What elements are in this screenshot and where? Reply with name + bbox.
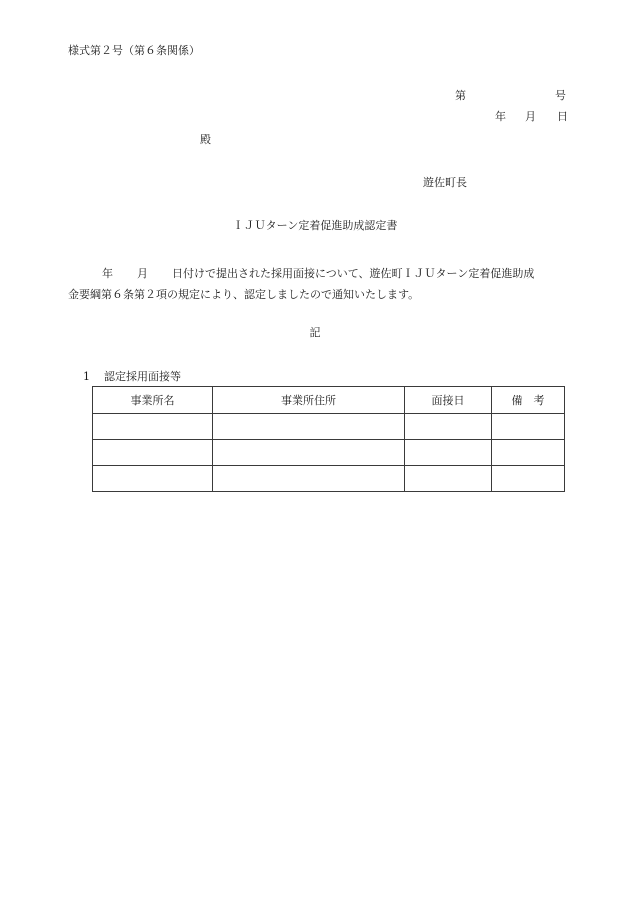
ki-heading: 記 (309, 326, 321, 339)
addressee-honorific: 殿 (200, 133, 211, 146)
table-row (93, 440, 565, 466)
interview-table (92, 386, 565, 492)
table-header-row (93, 387, 565, 414)
body-month: 月 (137, 267, 148, 280)
cell-office-address (213, 466, 405, 492)
date-month-label: 月 (525, 110, 536, 123)
table-row (93, 414, 565, 440)
cell-office-name (93, 440, 213, 466)
body-line-1-rest: 日付けで提出された採用面接について、遊佐町ＩＪＵターン定着促進助成 (172, 267, 535, 280)
cell-interview-date (405, 466, 492, 492)
cell-office-address (213, 440, 405, 466)
document-number-suffix: 号 (555, 89, 566, 102)
cell-office-address (213, 414, 405, 440)
cell-interview-date (405, 440, 492, 466)
cell-remarks (492, 466, 565, 492)
header-office-name: 事業所名 (93, 387, 213, 414)
body-paragraph (68, 263, 578, 305)
section-number: 1 (83, 370, 90, 383)
issuer-name: 遊佐町長 (423, 176, 467, 189)
header-office-address: 事業所住所 (213, 387, 405, 414)
document-title: ＩＪＵターン定着促進助成認定書 (232, 219, 398, 232)
date-day-label: 日 (557, 110, 568, 123)
body-line-1 (68, 263, 578, 284)
date-year-label: 年 (495, 110, 506, 123)
section-title: 認定採用面接等 (104, 370, 181, 383)
header-interview-date: 面接日 (405, 387, 492, 414)
cell-interview-date (405, 414, 492, 440)
cell-office-name (93, 466, 213, 492)
table-row (93, 466, 565, 492)
cell-remarks (492, 440, 565, 466)
header-remarks: 備 考 (492, 387, 565, 414)
body-year: 年 (102, 267, 113, 280)
body-line-2: 金要綱第６条第２項の規定により、認定しましたので通知いたします。 (68, 288, 420, 301)
form-number: 様式第２号（第６条関係） (68, 44, 200, 57)
cell-remarks (492, 414, 565, 440)
document-number-prefix: 第 (455, 89, 466, 102)
cell-office-name (93, 414, 213, 440)
